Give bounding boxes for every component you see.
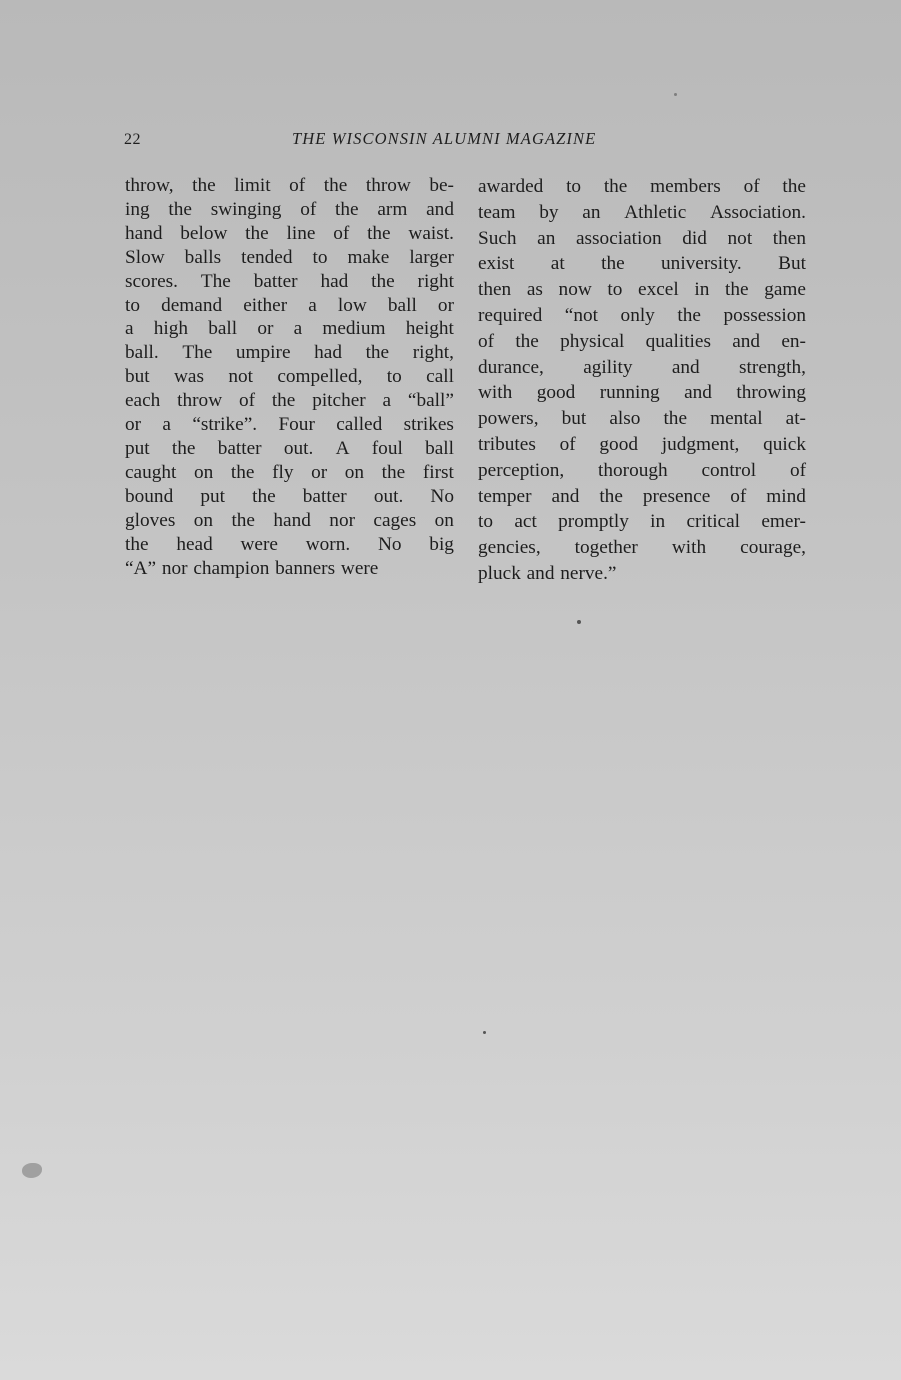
- text-line: powers, but also the mental at-: [478, 408, 806, 430]
- text-line: the head were worn. No big: [125, 533, 454, 555]
- text-line: of the physical qualities and en-: [478, 330, 806, 352]
- text-line: a high ball or a medium height: [125, 318, 454, 340]
- text-line: throw, the limit of the throw be-: [125, 175, 454, 196]
- text-line: “A” nor champion banners were: [125, 557, 379, 579]
- paper-blot: [22, 1163, 42, 1178]
- text-line: but was not compelled, to call: [125, 366, 454, 388]
- text-line: caught on the fly or on the first: [125, 461, 454, 483]
- text-line: each throw of the pitcher a “ball”: [125, 390, 454, 412]
- text-line: pluck and nerve.”: [478, 562, 617, 584]
- text-line: put the batter out. A foul ball: [125, 437, 454, 459]
- text-line: then as now to excel in the game: [478, 279, 806, 301]
- text-line: tributes of good judgment, quick: [478, 433, 806, 455]
- text-line: ball. The umpire had the right,: [125, 342, 454, 364]
- text-line: or a “strike”. Four called strikes: [125, 414, 454, 436]
- text-line: to demand either a low ball or: [125, 294, 454, 316]
- left-column: [125, 174, 454, 580]
- right-column: [478, 174, 806, 587]
- text-line: bound put the batter out. No: [125, 485, 454, 507]
- text-line: to act promptly in critical emer-: [478, 511, 806, 533]
- text-line: exist at the university. But: [478, 253, 806, 275]
- text-line: awarded to the members of the: [478, 176, 806, 197]
- text-line: hand below the line of the waist.: [125, 222, 454, 244]
- text-line: ing the swinging of the arm and: [125, 198, 454, 220]
- paper-speck: [674, 93, 677, 96]
- paper-speck: [577, 620, 581, 624]
- text-line: gencies, together with courage,: [478, 537, 806, 559]
- paper-speck: [483, 1031, 486, 1034]
- text-line: gloves on the hand nor cages on: [125, 509, 454, 531]
- text-line: durance, agility and strength,: [478, 356, 806, 378]
- text-line: Slow balls tended to make larger: [125, 246, 454, 268]
- text-line: scores. The batter had the right: [125, 270, 454, 292]
- running-head: THE WISCONSIN ALUMNI MAGAZINE: [292, 129, 597, 148]
- text-line: with good running and throwing: [478, 382, 806, 404]
- text-line: perception, thorough control of: [478, 459, 806, 481]
- text-line: required “not only the possession: [478, 304, 806, 326]
- text-line: Such an association did not then: [478, 227, 806, 249]
- text-line: team by an Athletic Association.: [478, 201, 806, 223]
- text-line: temper and the presence of mind: [478, 485, 806, 507]
- page-number: 22: [124, 131, 141, 148]
